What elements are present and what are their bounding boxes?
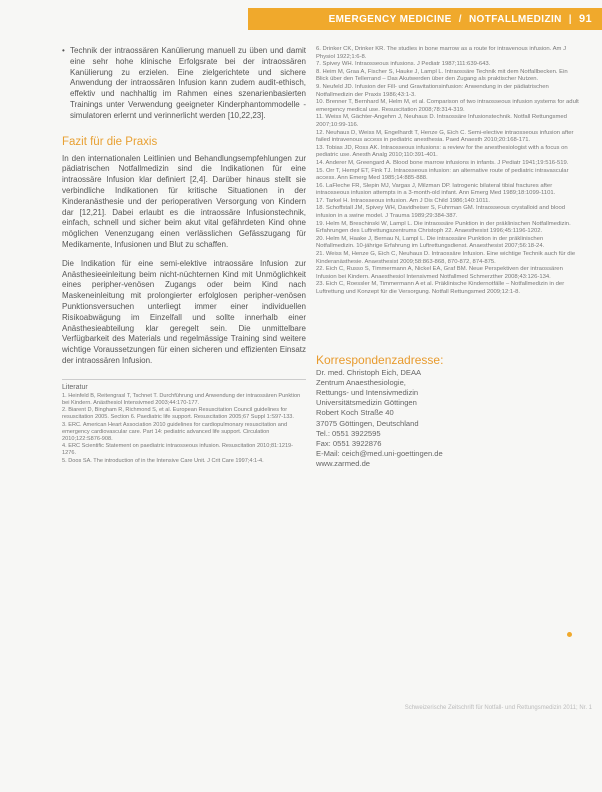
section-title-en: EMERGENCY MEDICINE <box>328 13 452 25</box>
reference-item: 6. Drinker CK, Drinker KR. The studies in bone marrow as a route for intravenous infusion. Am J Physiol 1922;1:6-8. <box>316 46 567 60</box>
reference-item: 8. Heim M, Graa A, Fischer S, Hauke J, Lampl L. Intraossäre Technik mit dem Notfallbecken. Ein Blick über den Tellerrand – Das Akutwerden über den Zugang als praktischer Nutzen. <box>316 68 568 83</box>
reference-item: 16. LaFleche FR, Slepin MJ, Vargas J, Milzman DP. Iatrogenic bilateral tibial fractures after intraosseous infusion attempts in a 3-month-old infant. Ann Emerg Med 1989;18:1099-1101. <box>316 182 556 197</box>
reference-item: 15. Orr T, Hempf ET, Fink TJ. Intraosseous infusion: an alternative route of pediatric intravascular access. Ann Emerg Med 1985;14:885-888. <box>316 167 569 182</box>
intro-bullet-paragraph <box>62 46 306 122</box>
fazit-paragraph-1: In den internationalen Leitlinien und Behandlungsempfehlungen zur pädiatrischen Notfallmedizin sind die Indikationen für eine intraossäre Infusion klar definiert [2,4]. Darüber hinaus stellt sie verbindliche Indikationen für kritische Situationen in der Kinderanästhesie und der perioperativen Versorgung von Kindern dar [12,21]. Dabei erlaubt es die intraossäre Infusionstechnik, einfach, schnell und sicher beim akut vital gefährdeten Kind ohne möglichen Venenzugang einen verlässlichen Gefässzugang für Medikamente, Infusionen und Blut zu schaffen. <box>62 153 306 249</box>
correspondence-phone: Tel.: 0551 3922595 <box>316 428 381 438</box>
end-of-article-marker-icon <box>567 632 572 637</box>
reference-item: 23. Eich C, Roessler M, Timmermann A et al. Präklinische Kindernotfälle – Notfallmedizin in der Luftrettung und Konzept für die Versorgung. Notfall Rettungsmed 2009;12:1-8. <box>316 281 565 295</box>
page-number: 91 <box>578 13 592 25</box>
correspondence-department: Zentrum Anaesthesiologie, <box>316 377 406 387</box>
literature-item: 1. Heinfeld B, Reitengrasl T, Tschnet T. Durchführung und Anwendung der intraossären Punktion bei Kindern. Anästhesiol Intensivmed 2003;44:170-177. <box>62 392 301 406</box>
correspondence-institution: Universitätsmedizin Göttingen <box>316 398 417 408</box>
reference-item: 18. Schoffstall JM, Spivey WH, Davidheiser S, Fuhrman GM. Intraosseous crystalloid and blood infusion in a swine model. J Trauma 1989;29:384-387. <box>316 205 566 220</box>
literature-heading: Literatur <box>62 379 306 391</box>
literature-item: 4. ERC Scientific Statement on paediatric intraosseous infusion. Resuscitation 2010;81:1219-1276. <box>62 443 294 457</box>
correspondence-name: Dr. med. Christoph Eich, DEAA <box>316 367 422 377</box>
correspondence-city: 37075 Göttingen, Deutschland <box>316 418 419 428</box>
reference-item: 22. Eich C, Russo S, Timmermann A, Nickel EA, Graf BM. Neue Perspektiven der intraossären Infusion bei Kindern. Anaesthesiol Intensivmed Notfallmed Schmerzther 2008;43:126-134. <box>316 266 563 280</box>
correspondence-website: www.zarmed.de <box>316 459 371 469</box>
section-header-bar <box>248 8 602 30</box>
reference-item: 11. Weiss M, Gächter-Angehrn J, Neuhaus D. Intraossäre Infusionstechnik. Notfall Rettungsmed 2007;10:99-116. <box>316 114 567 128</box>
reference-item: 13. Tobias JD, Ross AK. Intraosseous infusions: a review for the anesthesiologist with a focus on pediatric use. Anesth Analg 2010;110:391-401. <box>316 144 568 159</box>
reference-item: 17. Tarkel H. Intraosseous infusion. Am J Dis Child 1986;140:1011. <box>316 197 490 204</box>
reference-item: 7. Spivey WH. Intraosseous infusions. J Pediatr 1987;111:639-643. <box>316 61 491 68</box>
right-column <box>316 46 580 470</box>
correspondence-email: E-Mail: ceich@med.uni-goettingen.de <box>316 449 443 459</box>
fazit-paragraph-2: Die Indikation für eine semi-elektive intraossäre Infusion zur Anästhesieeinleitung beim nicht-nüchternen Kind mit Unmöglichkeit eines peripher-venösen Zugangs oder beim Kind nach Maskeneinleitung mit prolongierter erfolglosen peripher-venösen Punktionsversuchen unterliegt immer einer individuellen Risikoabwägung im Einzelfall und sollte innerhalb einer Anästhesieabteilung klar geregelt sein. Die unmittelbare Verfügbarkeit des Materials und regelmässige Training sind weitere wichtige Voraussetzungen für einen sicheren und effizienten Einsatz der intraossären Infusion. <box>62 258 306 365</box>
reference-list <box>316 46 580 297</box>
correspondence-block <box>316 353 580 470</box>
correspondence-fax: Fax: 0551 3922876 <box>316 439 382 449</box>
reference-item: 9. Neufeld JD. Infusion der Fill- und Gravitationsinfusion: Anwendung in der pädiatrischen Notfallmedizin der Praxis 1986;43:1-3. <box>316 83 549 98</box>
page-number-separator: | <box>568 13 572 25</box>
section-separator: / <box>458 13 462 25</box>
literature-item: 5. Doos SA. The introduction of in the Intensive Care Unit. J Crit Care 1997;4:1-4. <box>62 457 264 464</box>
literature-item: 3. ERC. American Heart Association 2010 guidelines for cardiopulmonary resuscitation and emergency cardiovascular care. Part 14: pediatric advanced life support. Circulation 2010;122:S876-908. <box>62 421 288 442</box>
literature-item: 2. Biarent D, Bingham R, Richmond S, et al. European Resuscitation Council guidelines for resuscitation 2005. Section 6. Paediatric life support. Resuscitation 2005;67 Suppl 1:S97-133. <box>62 407 294 421</box>
bullet-icon: • <box>62 46 65 55</box>
fazit-heading: Fazit für die Praxis <box>62 135 158 148</box>
correspondence-heading: Korrespondenzadresse: <box>316 352 444 367</box>
reference-item: 19. Helm M, Breschinski W, Lampl L. Die intraossäre Punktion in der präklinischen Notfallmedizin. Erfahrungen des Luftrettungszentrums Christoph 22. Anaesthesist 1996;45:1196-1202. <box>316 220 571 235</box>
correspondence-department-2: Rettungs- und Intensivmedizin <box>316 388 419 397</box>
reference-item: 12. Neuhaus D, Weiss M, Engelhardt T, Henze G, Eich C. Semi-elective intraosseous infusion after failed intravenous access in pediatric anesthesia. Paed Anaesth 2010;20:168-171. <box>316 129 574 144</box>
correspondence-street: Robert Koch Straße 40 <box>316 408 394 418</box>
reference-item: 21. Weiss M, Henze G, Eich C, Neuhaus D. Intraossäre Infusion. Eine wichtige Technik auch für die Kinderanästhesie. Anaesthesist 2009;58:863-868, 870-872, 874-875. <box>316 251 576 265</box>
literature-list <box>62 393 306 465</box>
reference-item: 10. Brenner T, Bernhard M, Helm M, et al. Comparison of two intraosseous infusion systems for adult emergency medical use. Resuscitation 2008;78:314-319. <box>316 99 579 113</box>
section-title-de: NOTFALLMEDIZIN <box>468 13 562 25</box>
intro-bullet-text: Technik der intraossären Kanülierung manuell zu üben und damit eine sehr hohe klinische Erfolgsrate bei der intraossären Kanülierung zu erzielen. Eine zielgerichtete und sichere Anwendung der intraossären Infusion kann zudem audit-ethisch, effektiv und nachhaltig im Rahmen eines szenarienbasierten Trainings unter Verwendung geeigneter Kinderphantommodelle -simulatoren erlernt und verinnerlicht werden [10,22,23]. <box>70 46 306 120</box>
reference-item: 14. Anderer M, Greengard A. Blood bone marrow infusions in infants. J Pediatr 1941;19:516-519. <box>316 159 569 166</box>
page-footer: Schweizerische Zeitschrift für Notfall- und Rettungsmedizin 2011; Nr. 1 <box>404 705 592 711</box>
left-column <box>62 46 306 465</box>
reference-item: 20. Helm M, Haake J, Bernau N, Lampl L. Die intraossäre Punktion in der präklinischen Notfallmedizin. 10-jährige Erfahrung im Luftrettungsdienst. Anaesthesist 2007;56:18-24. <box>316 235 545 250</box>
